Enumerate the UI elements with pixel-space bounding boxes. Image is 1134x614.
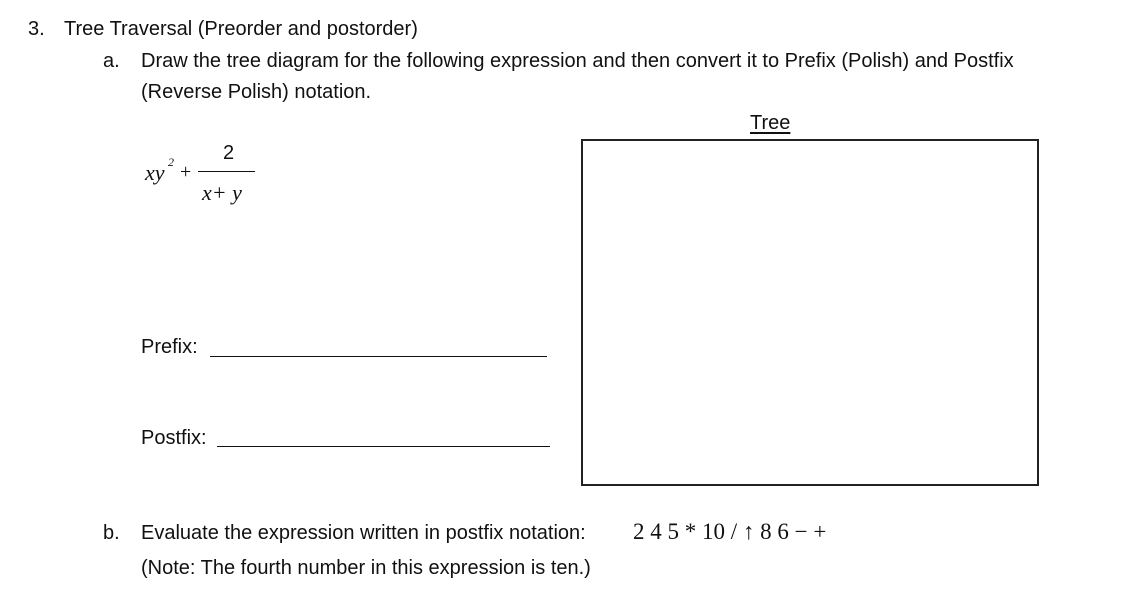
part-a-label: a. — [103, 50, 120, 72]
fraction-bar — [198, 171, 255, 172]
prefix-label: Prefix: — [141, 336, 198, 358]
fraction-numerator: 2 — [223, 142, 235, 164]
expression-plus: + — [180, 161, 192, 183]
question-number: 3. — [28, 18, 45, 40]
tree-heading: Tree — [750, 112, 791, 134]
fraction-denominator: x+ y — [202, 180, 242, 205]
part-b-instruction: Evaluate the expression written in postfix notation: — [141, 522, 586, 544]
tree-drawing-box[interactable] — [581, 139, 1039, 486]
question-title: Tree Traversal (Preorder and postorder) — [64, 18, 418, 40]
postfix-answer-line[interactable] — [217, 446, 550, 447]
part-b-note: (Note: The fourth number in this expression is ten.) — [141, 557, 591, 579]
postfix-expression: 2 4 5 * 10 / ↑ 8 6 − + — [633, 519, 827, 544]
part-b-label: b. — [103, 522, 120, 544]
expression-exponent: 2 — [168, 155, 174, 169]
expression-base: xy — [145, 160, 165, 185]
part-a-instruction-line1: Draw the tree diagram for the following expression and then convert it to Prefix (Polish) and Postfix — [141, 50, 1014, 72]
prefix-answer-line[interactable] — [210, 356, 547, 357]
postfix-label: Postfix: — [141, 427, 207, 449]
part-a-instruction-line2: (Reverse Polish) notation. — [141, 81, 372, 103]
